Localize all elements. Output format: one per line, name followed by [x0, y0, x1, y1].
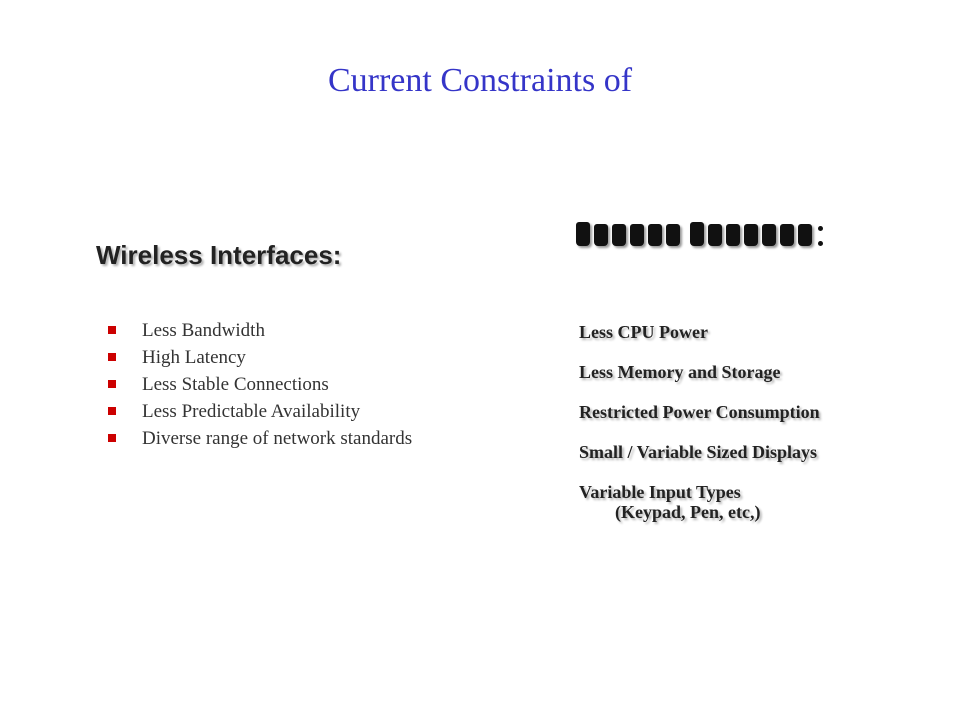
heading-glyph [744, 224, 758, 246]
list-item [579, 442, 909, 462]
square-bullet-icon [108, 326, 116, 334]
heading-glyph [708, 224, 722, 246]
list-item-text: Less CPU Power [579, 322, 708, 342]
list-item-text: Variable Input Types [579, 482, 741, 502]
heading-word-2 [690, 222, 823, 246]
heading-colon [818, 226, 823, 246]
heading-glyph [576, 222, 590, 246]
heading-glyph [690, 222, 704, 246]
heading-glyph [762, 224, 776, 246]
list-item [104, 374, 424, 396]
list-item [104, 320, 424, 342]
heading-word-1 [576, 222, 680, 246]
heading-glyph [648, 224, 662, 246]
list-item [579, 322, 909, 342]
list-item [104, 347, 424, 369]
list-item-text: Less Memory and Storage [579, 362, 781, 382]
heading-glyph [666, 224, 680, 246]
square-bullet-icon [108, 407, 116, 415]
list-item-text: Restricted Power Consumption [579, 402, 820, 422]
wireless-heading: Wireless Interfaces: [96, 240, 342, 270]
list-item-text: Diverse range of network standards [142, 428, 413, 449]
square-bullet-icon [108, 380, 116, 388]
square-bullet-icon [108, 434, 116, 442]
square-bullet-icon [108, 353, 116, 361]
list-item-text: Small / Variable Sized Displays [579, 442, 818, 462]
heading-glyph [630, 224, 644, 246]
device-constraints-list [579, 322, 909, 542]
list-item-text: Less Bandwidth [142, 320, 265, 341]
heading-glyph [780, 224, 794, 246]
wireless-constraints-list [104, 320, 424, 455]
heading-glyph [798, 224, 812, 246]
list-item [104, 401, 424, 423]
list-item-text: Less Predictable Availability [142, 401, 361, 422]
list-item [579, 482, 909, 522]
list-item [579, 402, 909, 422]
list-item-subtext: (Keypad, Pen, etc,) [615, 502, 761, 522]
heading-glyph [726, 224, 740, 246]
slide-title: Current Constraints of [327, 62, 633, 99]
list-item-text: High Latency [142, 347, 246, 368]
list-item [579, 362, 909, 382]
heading-glyph [612, 224, 626, 246]
list-item-text: Less Stable Connections [142, 374, 329, 395]
list-item [104, 428, 424, 450]
heading-glyph [594, 224, 608, 246]
devices-heading [576, 222, 823, 246]
